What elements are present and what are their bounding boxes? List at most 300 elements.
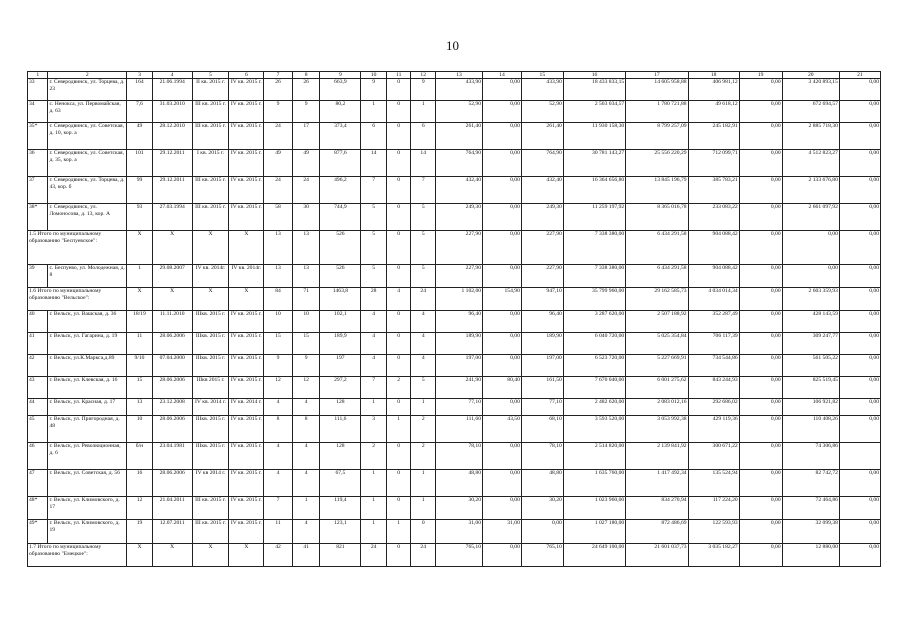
- table-cell: 300 671,22: [688, 443, 739, 470]
- table-cell: 48,80: [435, 470, 482, 497]
- row-number: 36: [28, 150, 48, 177]
- table-cell: 29 162 585,73: [626, 288, 688, 311]
- table-cell: 0,00: [739, 204, 782, 231]
- table-cell: 1: [361, 497, 387, 520]
- column-number: 19: [739, 72, 782, 79]
- table-cell: 0: [386, 265, 411, 288]
- column-number: 18: [688, 72, 739, 79]
- table-cell: 96,40: [521, 311, 563, 333]
- table-cell: 24 649 100,00: [563, 544, 625, 567]
- table-cell: 0,00: [839, 333, 880, 355]
- table-cell: 3 287 620,00: [563, 311, 625, 333]
- table-cell: 84: [264, 288, 293, 311]
- table-cell: 35 799 960,00: [563, 288, 625, 311]
- table-cell: 8: [264, 416, 293, 443]
- table-row: [28, 443, 881, 470]
- column-number: 20: [782, 72, 839, 79]
- table-cell: 0,00: [739, 355, 782, 377]
- table-cell: 72 464,86: [782, 497, 839, 520]
- table-cell: 352 287,49: [688, 311, 739, 333]
- table-cell: 0,00: [483, 443, 522, 470]
- table-cell: 0: [386, 101, 411, 123]
- table-cell: IV кв. 2015 г.: [229, 150, 264, 177]
- table-cell: 25 556 220,29: [626, 150, 688, 177]
- row-number: 42: [28, 355, 48, 377]
- table-cell: III кв. 2015 г.: [192, 497, 229, 520]
- table-cell: 0,00: [483, 311, 522, 333]
- table-cell: 4: [292, 443, 320, 470]
- table-cell: 0,00: [839, 470, 880, 497]
- table-cell: 1: [386, 416, 411, 443]
- table-cell: 9: [264, 355, 293, 377]
- table-cell: 0,00: [483, 265, 522, 288]
- table-cell: 432,40: [435, 177, 482, 204]
- table-cell: 1: [386, 520, 411, 544]
- address-cell: г. Вельск, ул. Революционная, д. 6: [48, 443, 127, 470]
- table-cell: 734 544,86: [688, 355, 739, 377]
- table-cell: 4: [292, 520, 320, 544]
- table-cell: 297,2: [320, 377, 361, 399]
- table-cell: 4: [264, 399, 293, 416]
- table-cell: 71: [292, 288, 320, 311]
- table-cell: 5: [411, 265, 436, 288]
- table-cell: 6: [361, 123, 387, 150]
- column-number: 3: [127, 72, 153, 79]
- table-cell: 30 781 143,27: [563, 150, 625, 177]
- table-cell: 2 139 841,92: [626, 443, 688, 470]
- table-cell: 1: [361, 520, 387, 544]
- table-row: [28, 377, 881, 399]
- table-cell: 6 040 720,00: [563, 333, 625, 355]
- table-cell: X: [229, 288, 264, 311]
- table-row: [28, 79, 881, 101]
- table-cell: 1 027 180,00: [563, 520, 625, 544]
- table-cell: 0: [386, 497, 411, 520]
- table-cell: 0,00: [739, 520, 782, 544]
- table-cell: 672 694,57: [782, 101, 839, 123]
- address-cell: г. Северодвинск, ул. Торцева, д. 23: [48, 79, 127, 101]
- table-cell: 16 364 656,80: [563, 177, 625, 204]
- table-cell: 0,00: [739, 231, 782, 265]
- table-cell: 49: [292, 150, 320, 177]
- table-cell: IIIкв. 2015 г.: [192, 443, 229, 470]
- table-cell: IV кв 2014 г.: [192, 470, 229, 497]
- table-cell: 3 053 992,38: [626, 416, 688, 443]
- table-cell: III кв. 2015 г.: [192, 123, 229, 150]
- table-cell: 249,30: [435, 204, 482, 231]
- table-cell: 0,00: [483, 470, 522, 497]
- table-cell: 8 365 016,78: [626, 204, 688, 231]
- column-number: 11: [386, 72, 411, 79]
- table-cell: 0: [386, 150, 411, 177]
- table-cell: 821: [320, 544, 361, 567]
- table-cell: 0,00: [839, 79, 880, 101]
- row-number: 35*: [28, 123, 48, 150]
- row-number: 44: [28, 399, 48, 416]
- table-cell: 4: [361, 355, 387, 377]
- table-cell: 99: [127, 177, 153, 204]
- table-cell: 74 306,86: [782, 443, 839, 470]
- address-cell: г. Вельск, ул. Гагарина, д. 19: [48, 333, 127, 355]
- column-number: 12: [411, 72, 436, 79]
- table-cell: 0,00: [739, 399, 782, 416]
- table-cell: 28.06.2006: [152, 416, 192, 443]
- table-cell: 41: [292, 544, 320, 567]
- table-cell: 93: [127, 204, 153, 231]
- table-cell: IV кв. 2015 г.: [229, 311, 264, 333]
- table-cell: 6 001 275,62: [626, 377, 688, 399]
- table-cell: III кв. 2015 г.: [192, 204, 229, 231]
- table-cell: 0,00: [483, 231, 522, 265]
- table-cell: 28.12.2010: [152, 123, 192, 150]
- table-cell: 49: [264, 150, 293, 177]
- table-cell: 0: [386, 399, 411, 416]
- table-cell: 28.06.2006: [152, 333, 192, 355]
- subtotal-row: [28, 231, 881, 265]
- row-number: 49*: [28, 520, 48, 544]
- table-cell: 5: [411, 231, 436, 265]
- table-cell: 68,10: [521, 416, 563, 443]
- address-cell: г. Вельск, ул. Клевская, д. 16: [48, 377, 127, 399]
- table-cell: 2 482 620,00: [563, 399, 625, 416]
- page-number: 10: [446, 38, 459, 53]
- table-cell: 0: [386, 123, 411, 150]
- table-cell: б/н: [127, 443, 153, 470]
- table-cell: 13: [292, 265, 320, 288]
- table-cell: 189,9: [320, 333, 361, 355]
- table-cell: 12: [127, 497, 153, 520]
- column-number: 21: [839, 72, 880, 79]
- table-cell: 712 099,71: [688, 150, 739, 177]
- table-cell: 0,00: [739, 416, 782, 443]
- table-cell: 30,20: [435, 497, 482, 520]
- table-cell: X: [152, 288, 192, 311]
- table-cell: 42: [264, 544, 293, 567]
- table-cell: IV кв. 2015 г.: [229, 416, 264, 443]
- table-cell: 1 635 760,00: [563, 470, 625, 497]
- table-cell: 48,80: [521, 470, 563, 497]
- table-cell: 904 088,42: [688, 231, 739, 265]
- column-number: 5: [192, 72, 229, 79]
- table-cell: 706 117,39: [688, 333, 739, 355]
- table-row: [28, 123, 881, 150]
- table-row: [28, 150, 881, 177]
- table-cell: 241,90: [435, 377, 482, 399]
- table-cell: 0,00: [839, 150, 880, 177]
- table-cell: 0,00: [839, 497, 880, 520]
- table-cell: 117 224,20: [688, 497, 739, 520]
- table-cell: 2 514 820,00: [563, 443, 625, 470]
- table-cell: 0,00: [839, 544, 880, 567]
- row-number: 38*: [28, 204, 48, 231]
- table-cell: 663,9: [320, 79, 361, 101]
- column-number: 7: [264, 72, 293, 79]
- table-cell: 43,50: [483, 416, 522, 443]
- table-cell: IIIкв. 2015 г.: [192, 355, 229, 377]
- table-cell: IV кв. 2015 г.: [229, 377, 264, 399]
- table-cell: 432,40: [521, 177, 563, 204]
- table-cell: 7: [411, 177, 436, 204]
- row-number: 40: [28, 311, 48, 333]
- table-cell: 111,6: [320, 416, 361, 443]
- table-cell: 6 434 291,58: [626, 265, 688, 288]
- table-cell: IIIкв. 2015 г.: [192, 416, 229, 443]
- table-cell: 14 605 958,88: [626, 79, 688, 101]
- table-cell: 1: [361, 470, 387, 497]
- table-cell: 227,90: [435, 265, 482, 288]
- table-cell: IV кв. 2015 г.: [229, 123, 264, 150]
- table-cell: 433,90: [435, 79, 482, 101]
- column-number: 15: [521, 72, 563, 79]
- table-cell: 0,00: [839, 520, 880, 544]
- table-cell: 2 603 359,93: [782, 288, 839, 311]
- table-cell: 78,10: [435, 443, 482, 470]
- table-cell: 7 338 380,00: [563, 265, 625, 288]
- table-cell: 0,00: [839, 311, 880, 333]
- table-cell: 4: [411, 355, 436, 377]
- table-cell: 261,40: [435, 123, 482, 150]
- table-cell: 12: [292, 377, 320, 399]
- table-row: [28, 497, 881, 520]
- table-cell: X: [127, 288, 153, 311]
- table-cell: 18 433 833,15: [563, 79, 625, 101]
- column-number: 2: [48, 72, 127, 79]
- table-cell: X: [229, 544, 264, 567]
- table-cell: 3 420 893,15: [782, 79, 839, 101]
- table-cell: X: [192, 231, 229, 265]
- table-cell: 4: [264, 443, 293, 470]
- table-cell: 128: [320, 443, 361, 470]
- table-cell: 1: [292, 497, 320, 520]
- table-cell: X: [127, 231, 153, 265]
- table-cell: 0,00: [483, 355, 522, 377]
- table-cell: 2 661 097,92: [782, 204, 839, 231]
- table-cell: 765,10: [435, 544, 482, 567]
- table-cell: 373,4: [320, 123, 361, 150]
- table-cell: 164: [127, 79, 153, 101]
- table-cell: 7: [264, 497, 293, 520]
- table-cell: 7: [361, 377, 387, 399]
- table-cell: 17: [292, 123, 320, 150]
- table-cell: 227,90: [521, 231, 563, 265]
- table-cell: 1: [361, 399, 387, 416]
- table-cell: 49 618,12: [688, 101, 739, 123]
- table-cell: [839, 443, 880, 470]
- table-cell: 0,00: [739, 123, 782, 150]
- table-cell: 77,10: [521, 399, 563, 416]
- table-cell: 0,00: [739, 377, 782, 399]
- column-number: 4: [152, 72, 192, 79]
- address-cell: г. Вельск, ул. Красная, д. 17: [48, 399, 127, 416]
- table-cell: 12.07.2011: [152, 520, 192, 544]
- subtotal-label: 1.6 Итого по муниципальному образованию "Вельское":: [28, 288, 127, 311]
- table-cell: 0,00: [839, 123, 880, 150]
- table-cell: 4 034 014,34: [688, 288, 739, 311]
- table-cell: X: [229, 231, 264, 265]
- housing-program-table: [27, 71, 881, 567]
- address-cell: г. Вельск, ул.К.Маркса,д.89: [48, 355, 127, 377]
- table-cell: 12 880,00: [782, 544, 839, 567]
- table-cell: 26: [264, 79, 293, 101]
- table-cell: 765,10: [521, 544, 563, 567]
- address-cell: г. Северодвинск, ул. Ломоносова, д. 13, кор. А: [48, 204, 127, 231]
- table-cell: 9/10: [127, 355, 153, 377]
- table-row: [28, 520, 881, 544]
- table-cell: 161,50: [521, 377, 563, 399]
- table-cell: IV кв. 2014г.: [229, 265, 264, 288]
- table-cell: III кв. 2015 г.: [192, 520, 229, 544]
- table-cell: 6 434 291,58: [626, 231, 688, 265]
- table-cell: 1 102,00: [435, 288, 482, 311]
- table-cell: 904 088,42: [688, 265, 739, 288]
- table-cell: 8 799 257,09: [626, 123, 688, 150]
- table-cell: 4: [292, 470, 320, 497]
- table-cell: 110 408,26: [782, 416, 839, 443]
- table-cell: 1463,8: [320, 288, 361, 311]
- table-cell: 825 519,45: [782, 377, 839, 399]
- table-cell: 2: [386, 377, 411, 399]
- table-cell: 102,1: [320, 311, 361, 333]
- table-cell: X: [192, 288, 229, 311]
- table-cell: 27.03.1994: [152, 204, 192, 231]
- table-cell: 154,90: [483, 288, 522, 311]
- address-cell: г. Северодвинск, ул. Торцева, д. 43, кор. б: [48, 177, 127, 204]
- table-cell: 4: [411, 311, 436, 333]
- table-cell: 111,60: [435, 416, 482, 443]
- table-cell: 0,00: [839, 377, 880, 399]
- table-cell: 0,00: [739, 544, 782, 567]
- table-cell: 52,90: [435, 101, 482, 123]
- table-cell: 0,00: [483, 544, 522, 567]
- table-cell: IV кв. 2014 г.: [192, 399, 229, 416]
- table-cell: 2 133 676,80: [782, 177, 839, 204]
- table-cell: 24: [292, 177, 320, 204]
- table-cell: III кв. 2015 г.: [192, 177, 229, 204]
- table-cell: 249,30: [521, 204, 563, 231]
- table-cell: 4: [264, 470, 293, 497]
- row-number: 45: [28, 416, 48, 443]
- table-cell: 28: [361, 288, 387, 311]
- column-number: 13: [435, 72, 482, 79]
- table-cell: 26: [292, 79, 320, 101]
- table-cell: 14: [411, 150, 436, 177]
- table-cell: 0,00: [739, 333, 782, 355]
- row-number: 48*: [28, 497, 48, 520]
- table-cell: 0,00: [739, 265, 782, 288]
- table-cell: 119,4: [320, 497, 361, 520]
- table-cell: 1 780 721,88: [626, 101, 688, 123]
- table-cell: 834 270,94: [626, 497, 688, 520]
- table-cell: 843 244,93: [688, 377, 739, 399]
- table-cell: 4: [411, 333, 436, 355]
- table-cell: 28.06.2006: [152, 470, 192, 497]
- table-cell: 10: [292, 311, 320, 333]
- table-cell: 9: [292, 355, 320, 377]
- table-cell: 21 601 037,73: [626, 544, 688, 567]
- column-number: 8: [292, 72, 320, 79]
- table-cell: IV кв. 2015 г.: [229, 355, 264, 377]
- table-cell: X: [152, 544, 192, 567]
- table-cell: 0,00: [739, 79, 782, 101]
- table-cell: IV кв. 2015 г.: [229, 497, 264, 520]
- table-cell: 4: [361, 333, 387, 355]
- row-number: 37: [28, 177, 48, 204]
- table-cell: 31,00: [435, 520, 482, 544]
- table-cell: I кв. 2015 г.: [192, 150, 229, 177]
- table-cell: 28.06.2006: [152, 377, 192, 399]
- table-cell: 245 182,91: [688, 123, 739, 150]
- table-cell: 78,10: [521, 443, 563, 470]
- table-cell: 872 486,69: [626, 520, 688, 544]
- table-cell: IIIкв. 2015 г.: [192, 333, 229, 355]
- table-cell: 29.08.2007: [152, 265, 192, 288]
- table-cell: 0: [386, 355, 411, 377]
- address-cell: г. Вельск, ул. Вашская, д. 36: [48, 311, 127, 333]
- table-cell: 744,9: [320, 204, 361, 231]
- table-cell: 3: [361, 416, 387, 443]
- table-cell: 4 512 823,27: [782, 150, 839, 177]
- table-cell: 0,00: [521, 520, 563, 544]
- address-cell: г. Северодвинск, ул. Советская, д. 35, кор. а: [48, 150, 127, 177]
- table-cell: III кв. 2015 г.: [192, 101, 229, 123]
- table-cell: IV кв. 2015 г.: [229, 204, 264, 231]
- table-cell: 0,00: [739, 497, 782, 520]
- table-cell: 6 523 720,00: [563, 355, 625, 377]
- table-cell: 19: [127, 520, 153, 544]
- table-cell: 96,40: [435, 311, 482, 333]
- table-cell: 82 742,72: [782, 470, 839, 497]
- table-cell: 15: [127, 377, 153, 399]
- table-cell: 11: [264, 520, 293, 544]
- table-cell: 13: [264, 265, 293, 288]
- table-cell: 0: [386, 333, 411, 355]
- address-cell: г. Вельск, ул. Пригородная, д. 48: [48, 416, 127, 443]
- table-cell: X: [192, 544, 229, 567]
- table-cell: 526: [320, 265, 361, 288]
- table-cell: 0,00: [839, 416, 880, 443]
- table-row: [28, 204, 881, 231]
- table-cell: 4: [292, 399, 320, 416]
- subtotal-label: 1.5 Итого по муниципальному образованию "Беспуевское":: [28, 231, 127, 265]
- table-row: [28, 470, 881, 497]
- table-cell: 0: [386, 544, 411, 567]
- table-cell: 1: [361, 101, 387, 123]
- table-cell: 0,00: [739, 470, 782, 497]
- table-cell: 406 981,12: [688, 79, 739, 101]
- table-cell: 7 338 380,00: [563, 231, 625, 265]
- table-cell: X: [152, 231, 192, 265]
- table-cell: 0,00: [483, 333, 522, 355]
- table-cell: 0,00: [483, 497, 522, 520]
- table-cell: 0,00: [483, 101, 522, 123]
- table-cell: 7,6: [127, 101, 153, 123]
- row-number: 33: [28, 79, 48, 101]
- table-cell: 8: [292, 416, 320, 443]
- table-cell: IV кв. 2014г.: [192, 265, 229, 288]
- table-cell: 80,2: [320, 101, 361, 123]
- table-cell: 261,40: [521, 123, 563, 150]
- table-cell: IV кв. 2015 г.: [229, 443, 264, 470]
- table-cell: 2 507 188,92: [626, 311, 688, 333]
- table-cell: 6: [411, 123, 436, 150]
- table-cell: 0,00: [739, 288, 782, 311]
- table-cell: 1: [411, 497, 436, 520]
- table-cell: 189,90: [521, 333, 563, 355]
- table-cell: 0,00: [483, 123, 522, 150]
- table-cell: 197,00: [521, 355, 563, 377]
- address-cell: г. Вельск, ул. Советская, д. 56: [48, 470, 127, 497]
- table-row: [28, 416, 881, 443]
